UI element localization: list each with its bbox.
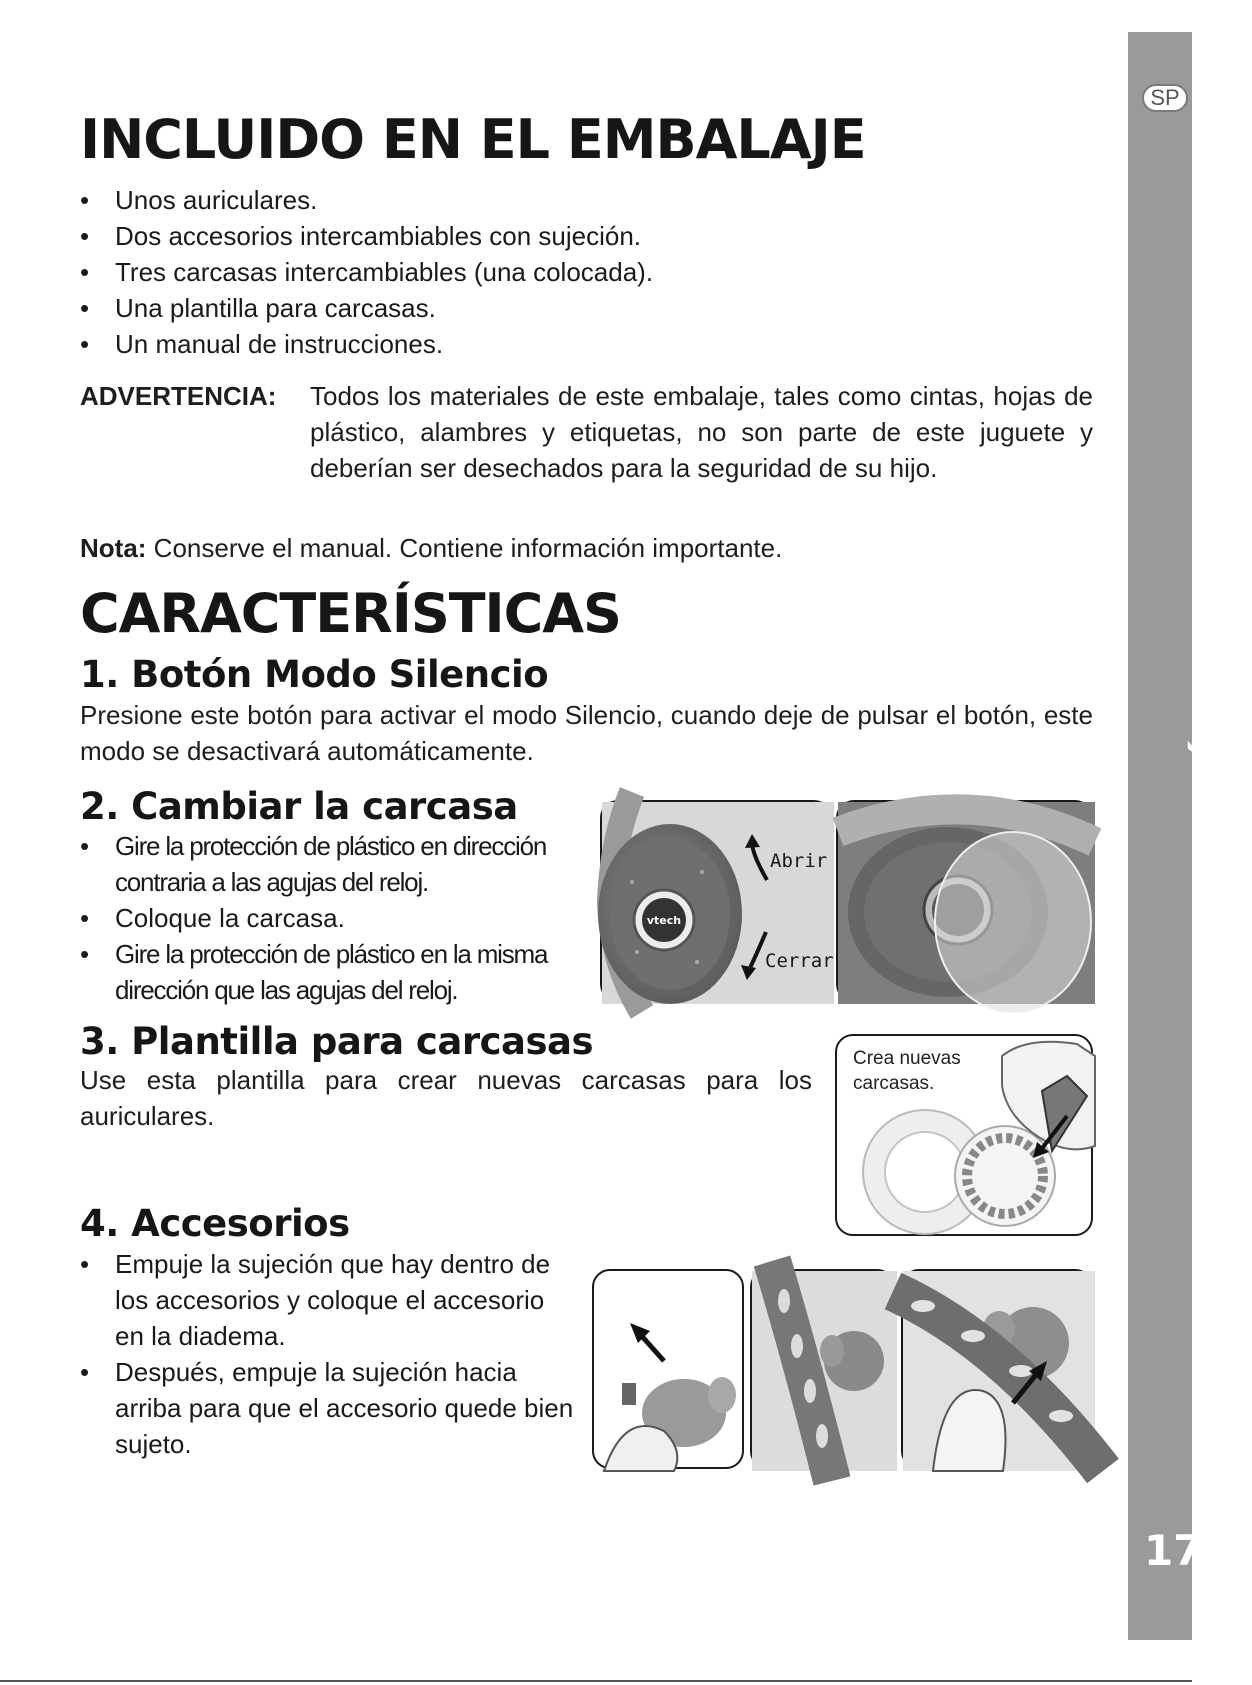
template-photo xyxy=(835,1034,1093,1236)
note-text: Conserve el manual. Contiene información importante. xyxy=(153,533,783,563)
vtech-logo: vtech xyxy=(646,914,682,927)
section-2-title: 2. Cambiar la carcasa xyxy=(80,785,518,828)
list-item: • Después, empuje la sujeción hacia arriba para que el accesorio quede bien sujeto. xyxy=(80,1354,580,1462)
section-3-title: 3. Plantilla para carcasas xyxy=(80,1020,593,1063)
warning-label: ADVERTENCIA: xyxy=(80,381,277,411)
note xyxy=(80,530,782,566)
section-3-text: Use esta plantilla para crear nuevas carcasas para los auriculares. xyxy=(80,1065,812,1131)
accessory-push-illustration xyxy=(594,1271,746,1471)
accessory-step-3-photo xyxy=(901,1269,1093,1469)
section-4-list xyxy=(80,1246,580,1462)
page-bottom-rule xyxy=(0,1680,1192,1682)
section-4-title: 4. Accesorios xyxy=(80,1202,350,1245)
accessory-lock-illustration xyxy=(903,1271,1095,1471)
page-number: 17 xyxy=(1144,1526,1203,1575)
shell-rotated-photo xyxy=(836,800,1093,1002)
list-item: • Coloque la carcasa. xyxy=(80,900,600,936)
included-list xyxy=(80,182,780,362)
accessory-step-2-photo xyxy=(750,1269,895,1469)
side-tab xyxy=(1128,32,1192,1640)
section-2-list xyxy=(80,828,600,1008)
note-label: Nota: xyxy=(80,533,147,563)
shell-open-close-photo xyxy=(600,800,832,1002)
headphone-illustration xyxy=(602,802,834,1004)
open-label: Abrir xyxy=(770,850,828,872)
section-1-title: 1. Botón Modo Silencio xyxy=(80,653,549,696)
list-item: • Gire la protección de plástico en la misma dirección que las agujas del reloj. xyxy=(80,936,600,1008)
side-section-title: CARACTERÍSTICAS xyxy=(1188,518,1252,1085)
accessory-band-illustration xyxy=(752,1271,897,1471)
accessory-step-1-photo xyxy=(592,1269,744,1469)
section-1-text: Presione este botón para activar el modo Silencio, cuando deje de pulsar el botón, este modo se desactivará automáticamente. xyxy=(80,700,1093,766)
list-item: • Dos accesorios intercambiables con sujeción. xyxy=(80,218,780,254)
list-item: • Empuje la sujeción que hay dentro de los accesorios y coloque el accesorio en la diadema. xyxy=(80,1246,580,1354)
template-caption: Crea nuevas carcasas. xyxy=(853,1048,961,1094)
list-item: • Gire la protección de plástico en dirección contraria a las agujas del reloj. xyxy=(80,828,600,900)
list-item: • Unos auriculares. xyxy=(80,182,780,218)
close-label: Cerrar xyxy=(765,950,834,972)
features-heading: CARACTERÍSTICAS xyxy=(80,582,621,645)
list-item: • Tres carcasas intercambiables (una colocada). xyxy=(80,254,780,290)
list-item: • Un manual de instrucciones. xyxy=(80,326,780,362)
headphone-shield-illustration xyxy=(838,802,1095,1004)
list-item: • Una plantilla para carcasas. xyxy=(80,290,780,326)
language-badge: SP xyxy=(1142,84,1188,112)
warning-text: Todos los materiales de este embalaje, tales como cintas, hojas de plástico, alambres y etiquetas, no son parte de este juguete y deberían ser desechados para la seguridad de su hijo. xyxy=(310,381,1093,483)
included-heading: INCLUIDO EN EL EMBALAJE xyxy=(80,108,866,171)
